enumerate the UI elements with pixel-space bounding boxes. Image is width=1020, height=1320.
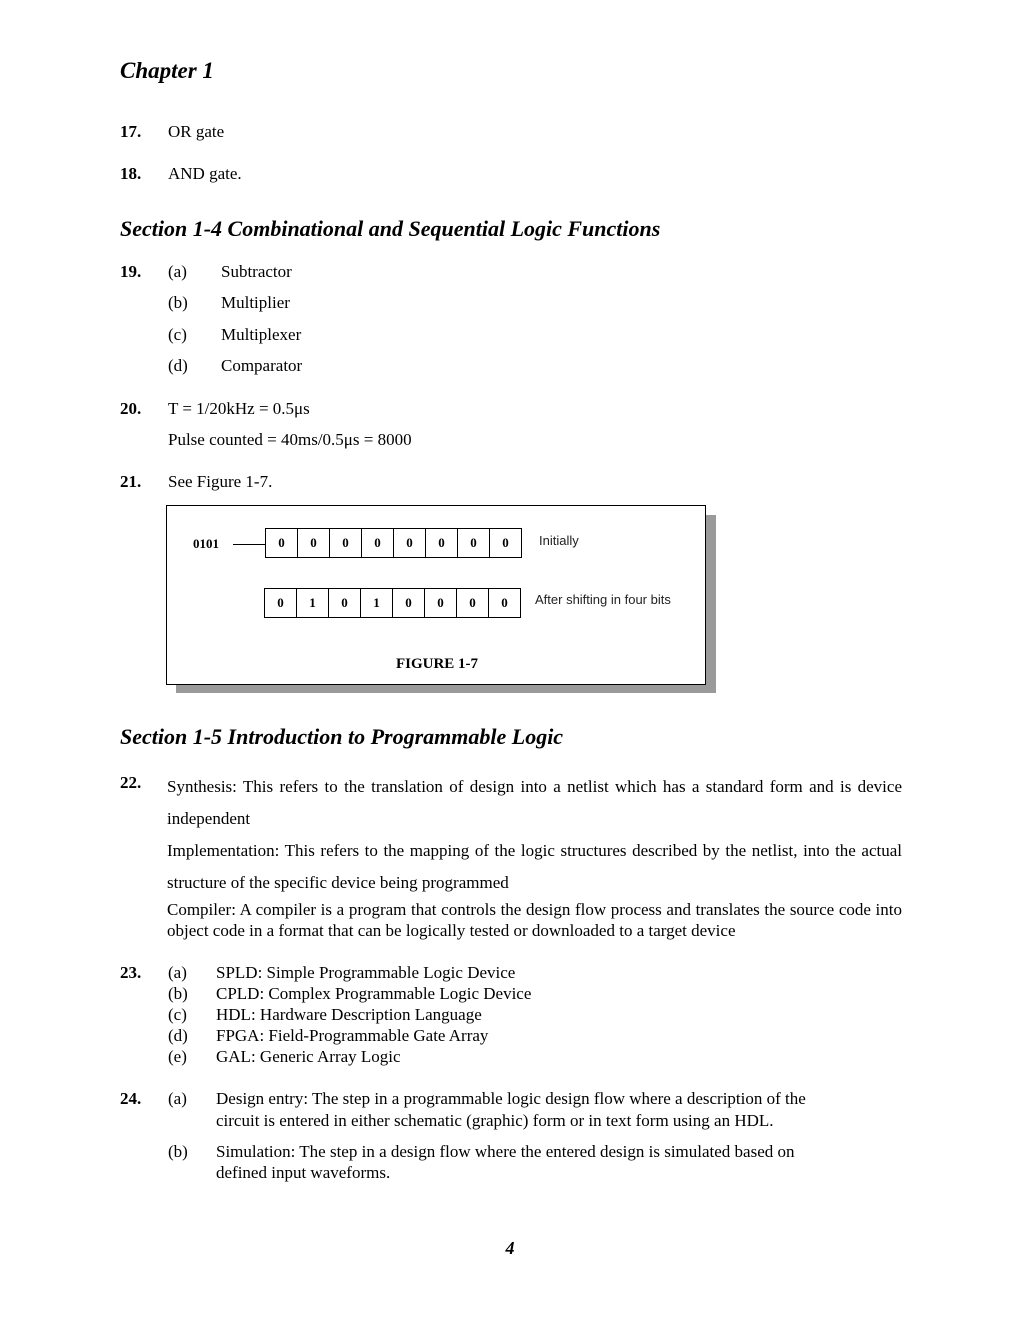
register-bit: 0 <box>297 528 330 558</box>
part-text: FPGA: Field-Programmable Gate Array <box>216 1026 489 1045</box>
part-text: CPLD: Complex Programmable Logic Device <box>216 984 532 1003</box>
part-text: circuit is entered in either schematic (graphic) form or in text form using an HDL. <box>216 1111 774 1130</box>
register-bit: 0 <box>264 588 297 618</box>
part-label: (d) <box>168 1026 188 1045</box>
item-text: See Figure 1-7. <box>168 472 273 491</box>
item-number: 18. <box>120 164 142 183</box>
part-text: Multiplexer <box>221 325 302 344</box>
item-number: 24. <box>120 1089 142 1108</box>
register-bit: 0 <box>424 588 457 618</box>
item-text: AND gate. <box>168 164 242 183</box>
part-text: Design entry: The step in a programmable logic design flow where a description of the <box>216 1089 806 1108</box>
item-number: 17. <box>120 122 142 141</box>
part-label: (b) <box>168 1142 188 1161</box>
part-label: (c) <box>168 325 187 344</box>
part-label: (a) <box>168 963 187 982</box>
register-bit: 0 <box>361 528 394 558</box>
formula-line: Pulse counted = 40ms/0.5μs = 8000 <box>168 430 412 449</box>
register-initial-label: Initially <box>539 533 579 548</box>
register-bit: 0 <box>488 588 521 618</box>
definition-implementation: Implementation: This refers to the mapping of the logic structures described by the netlist, into the actual structure of the specific device being programmed <box>167 841 902 892</box>
item-number: 21. <box>120 472 142 491</box>
part-text: Comparator <box>221 356 303 375</box>
item-number: 22. <box>120 773 142 792</box>
register-bit: 0 <box>457 528 490 558</box>
register-bit: 1 <box>296 588 329 618</box>
item-text: OR gate <box>168 122 225 141</box>
part-text: HDL: Hardware Description Language <box>216 1005 482 1024</box>
part-label: (d) <box>168 356 188 375</box>
page-number: 4 <box>505 1238 515 1258</box>
part-text: defined input waveforms. <box>216 1163 391 1182</box>
figure-caption: FIGURE 1-7 <box>395 656 479 672</box>
figure-1-7 <box>166 505 706 685</box>
part-label: (b) <box>168 293 188 312</box>
definition-compiler: Compiler: A compiler is a program that controls the design flow process and translates the source code into object code in a format that can be logically tested or downloaded to a target device <box>167 900 902 940</box>
section-heading: Section 1-5 Introduction to Programmable Logic <box>120 724 564 749</box>
section-heading: Section 1-4 Combinational and Sequential Logic Functions <box>120 216 661 241</box>
register-bit: 0 <box>265 528 298 558</box>
part-text: Multiplier <box>221 293 290 312</box>
part-text: Subtractor <box>221 262 292 281</box>
part-text: GAL: Generic Array Logic <box>216 1047 401 1066</box>
definition-synthesis: Synthesis: This refers to the translation of design into a netlist which has a standard form and is device independent <box>167 777 902 828</box>
formula-line: T = 1/20kHz = 0.5μs <box>168 399 310 418</box>
register-bit: 0 <box>328 588 361 618</box>
part-text: SPLD: Simple Programmable Logic Device <box>216 963 516 982</box>
serial-input-label: 0101 <box>193 536 219 551</box>
item-number: 20. <box>120 399 142 418</box>
register-bit: 1 <box>360 588 393 618</box>
register-bit: 0 <box>392 588 425 618</box>
part-label: (a) <box>168 262 187 281</box>
register-shifted-label: After shifting in four bits <box>535 592 671 607</box>
register-bit: 0 <box>456 588 489 618</box>
register-bit: 0 <box>425 528 458 558</box>
register-initial <box>265 528 522 558</box>
chapter-heading: Chapter 1 <box>120 58 214 83</box>
part-label: (b) <box>168 984 188 1003</box>
item-number: 23. <box>120 963 142 982</box>
part-text: Simulation: The step in a design flow where the entered design is simulated based on <box>216 1142 795 1161</box>
register-shifted <box>264 588 521 618</box>
register-bit: 0 <box>329 528 362 558</box>
part-label: (a) <box>168 1089 187 1108</box>
register-bit: 0 <box>393 528 426 558</box>
serial-input-line <box>233 544 265 545</box>
item-number: 19. <box>120 262 142 281</box>
register-bit: 0 <box>489 528 522 558</box>
part-label: (c) <box>168 1005 187 1024</box>
part-label: (e) <box>168 1047 187 1066</box>
